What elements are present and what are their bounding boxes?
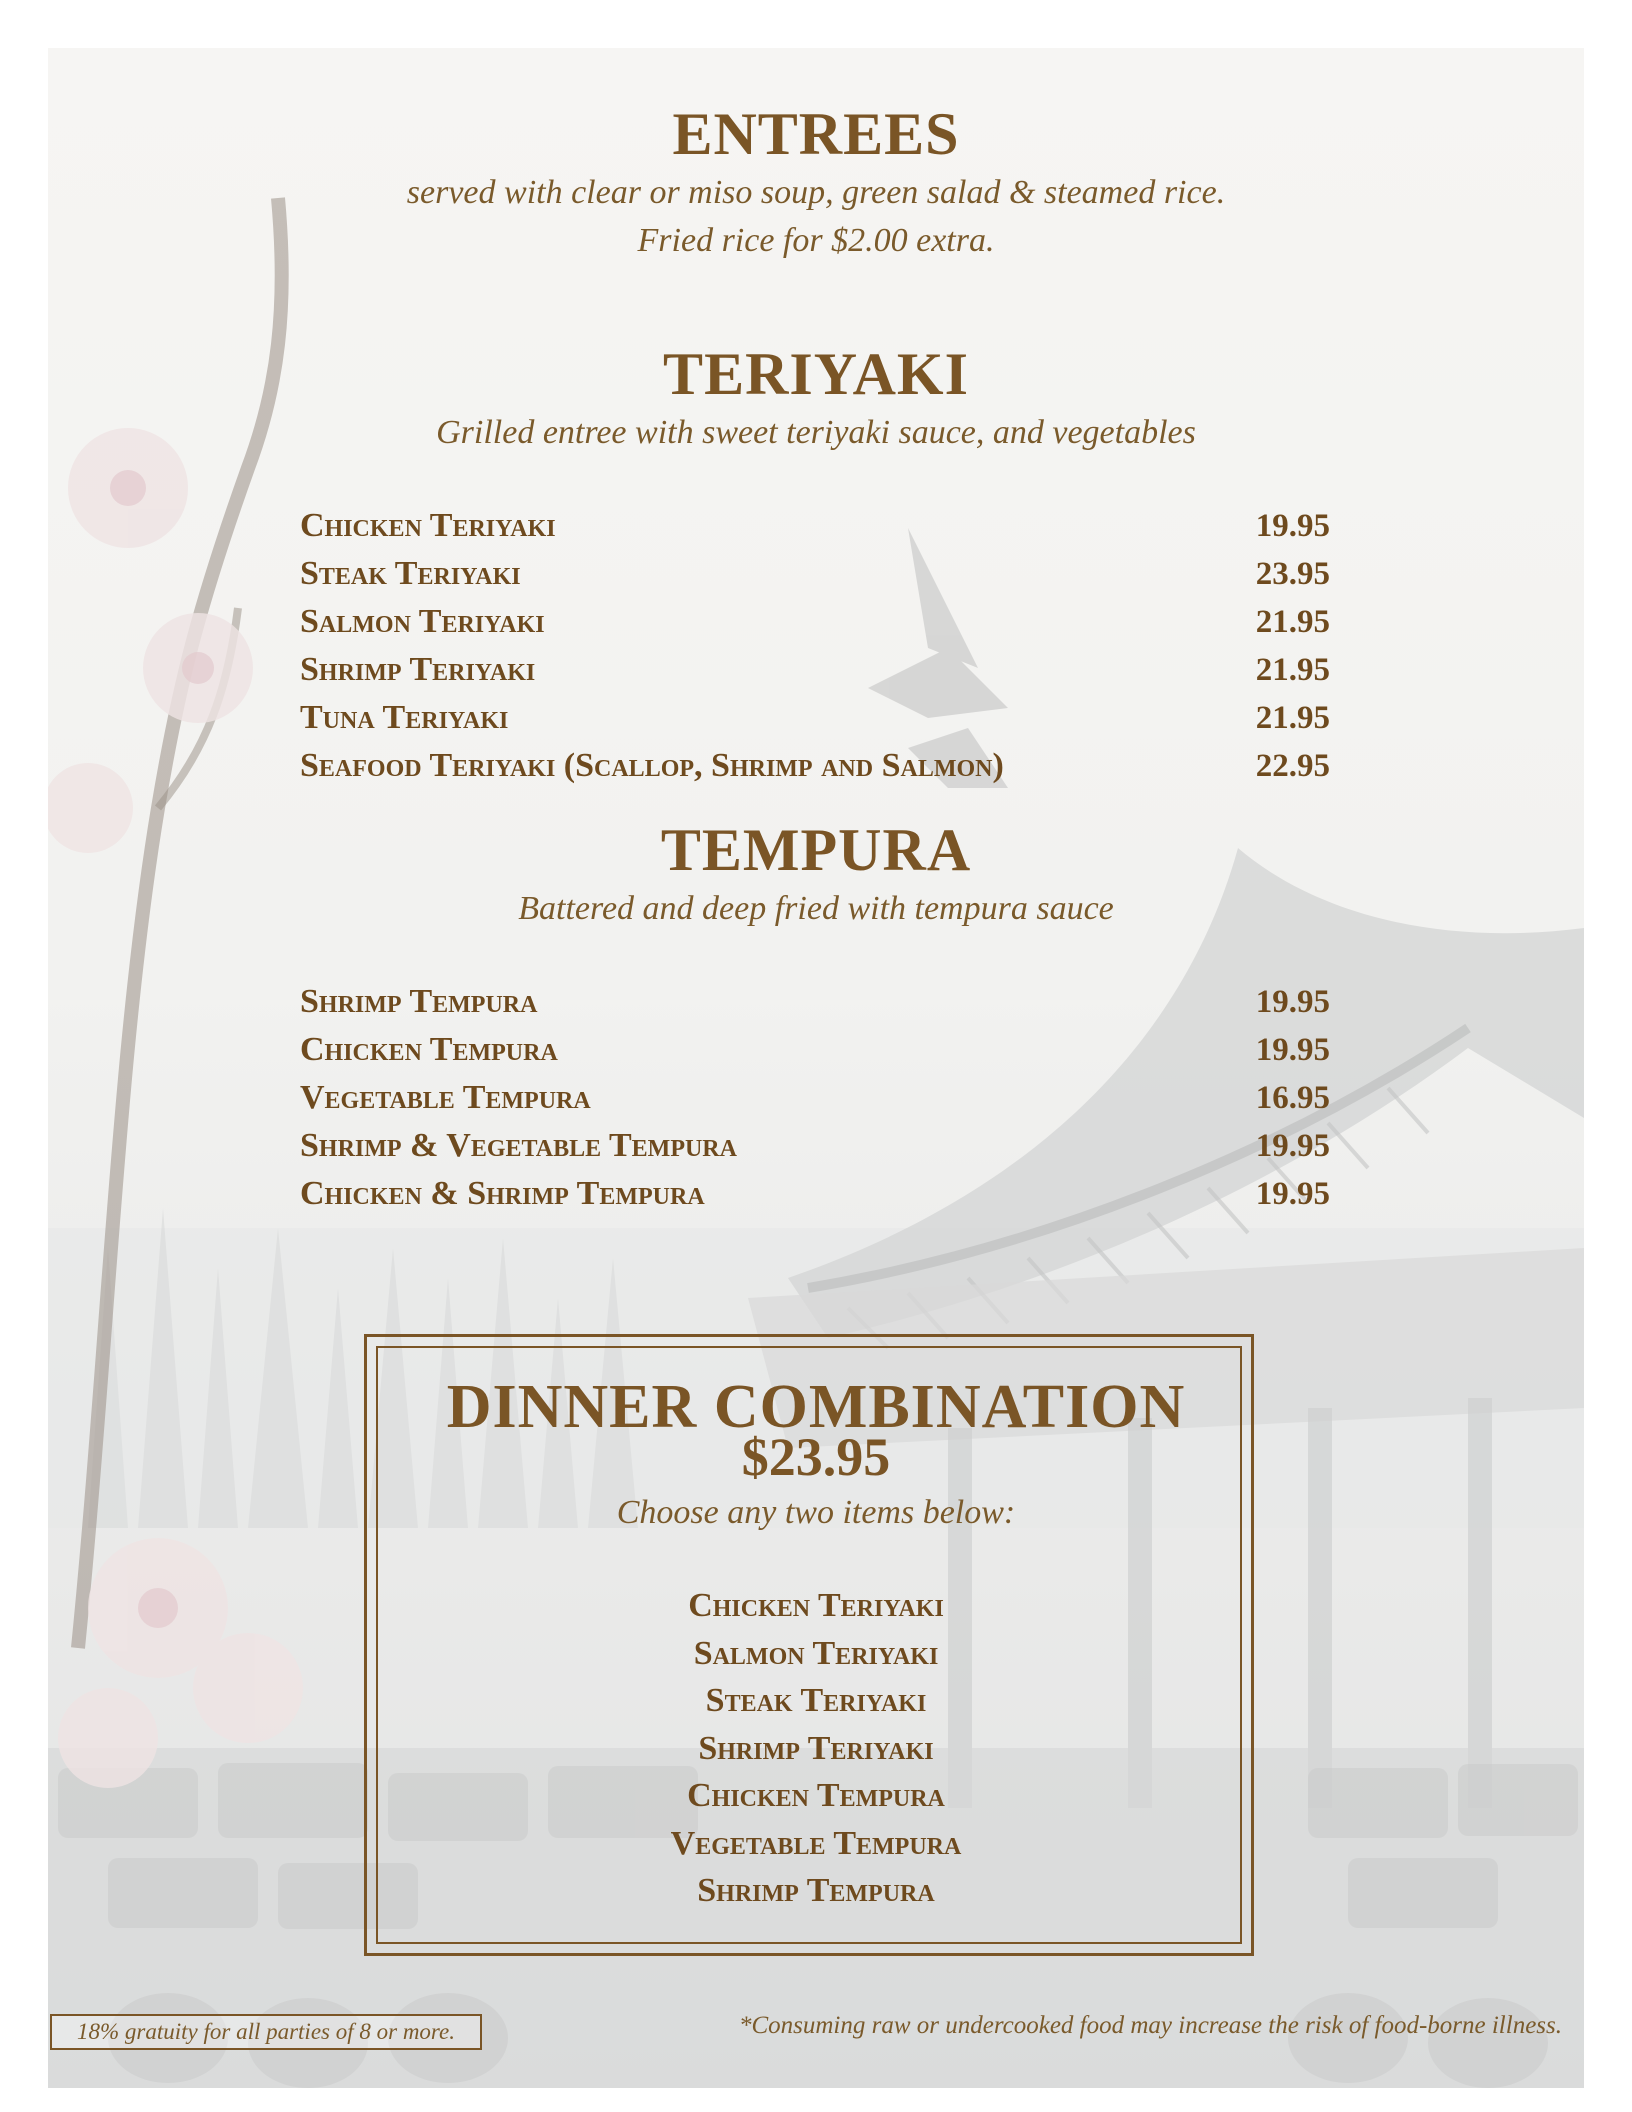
list-item <box>300 1026 1330 1074</box>
item-name: Tuna Teriyaki <box>300 699 509 736</box>
item-price: 21.95 <box>1255 651 1330 688</box>
combination-price: $23.95 <box>741 1427 891 1487</box>
item-price: 19.95 <box>1255 507 1330 544</box>
item-name: Shrimp & Vegetable Tempura <box>300 1127 737 1164</box>
item-name: Salmon Teriyaki <box>300 603 545 640</box>
combination-list <box>0 1582 1632 1915</box>
item-name: Chicken Tempura <box>300 1031 558 1068</box>
list-item <box>300 502 1330 550</box>
list-item: Shrimp Teriyaki <box>698 1729 934 1767</box>
item-price: 19.95 <box>1255 983 1330 1020</box>
item-price: 16.95 <box>1255 1079 1330 1116</box>
teriyaki-title: TERIYAKI <box>663 341 969 407</box>
list-item: Vegetable Tempura <box>670 1824 962 1862</box>
item-name: Chicken Teriyaki <box>300 507 556 544</box>
fried-rice-note: Fried rice for $2.00 extra. <box>637 222 995 259</box>
list-item <box>300 1074 1330 1122</box>
list-item <box>300 694 1330 742</box>
item-price: 19.95 <box>1255 1031 1330 1068</box>
tempura-list <box>300 978 1330 1218</box>
list-item: Salmon Teriyaki <box>693 1634 939 1672</box>
list-item: Steak Teriyaki <box>705 1682 927 1719</box>
list-item <box>300 978 1330 1026</box>
item-price: 22.95 <box>1255 747 1330 784</box>
list-item <box>300 742 1330 790</box>
item-name: Shrimp Tempura <box>300 983 538 1020</box>
item-name: Chicken & Shrimp Tempura <box>300 1175 705 1212</box>
item-price: 21.95 <box>1255 699 1330 736</box>
tempura-subtitle: Battered and deep fried with tempura sauce <box>518 890 1114 927</box>
list-item <box>300 1122 1330 1170</box>
entrees-description: served with clear or miso soup, green salad & steamed rice. <box>406 174 1226 211</box>
list-item <box>300 550 1330 598</box>
item-name: Shrimp Teriyaki <box>300 651 536 688</box>
list-item <box>300 646 1330 694</box>
item-price: 19.95 <box>1255 1175 1330 1212</box>
food-safety-disclaimer: *Consuming raw or undercooked food may increase the risk of food-borne illness. <box>738 2012 1562 2039</box>
teriyaki-list <box>300 502 1330 790</box>
gratuity-note: 18% gratuity for all parties of 8 or more. <box>50 2014 482 2050</box>
item-price: 21.95 <box>1255 603 1330 640</box>
list-item: Chicken Tempura <box>687 1777 945 1814</box>
item-name: Steak Teriyaki <box>300 555 521 592</box>
list-item <box>300 1170 1330 1218</box>
item-name: Seafood Teriyaki (Scallop, Shrimp and Salmon) <box>300 747 1004 784</box>
list-item: Shrimp Tempura <box>697 1872 935 1909</box>
list-item: Chicken Teriyaki <box>688 1587 944 1624</box>
entrees-title: ENTREES <box>672 101 960 167</box>
item-name: Vegetable Tempura <box>300 1079 591 1116</box>
combination-title: DINNER COMBINATION <box>446 1373 1186 1441</box>
item-price: 23.95 <box>1255 555 1330 592</box>
combination-subtitle: Choose any two items below: <box>616 1494 1016 1531</box>
item-price: 19.95 <box>1255 1127 1330 1164</box>
tempura-title: TEMPURA <box>660 817 972 883</box>
teriyaki-subtitle: Grilled entree with sweet teriyaki sauce, and vegetables <box>436 414 1196 451</box>
list-item <box>300 598 1330 646</box>
